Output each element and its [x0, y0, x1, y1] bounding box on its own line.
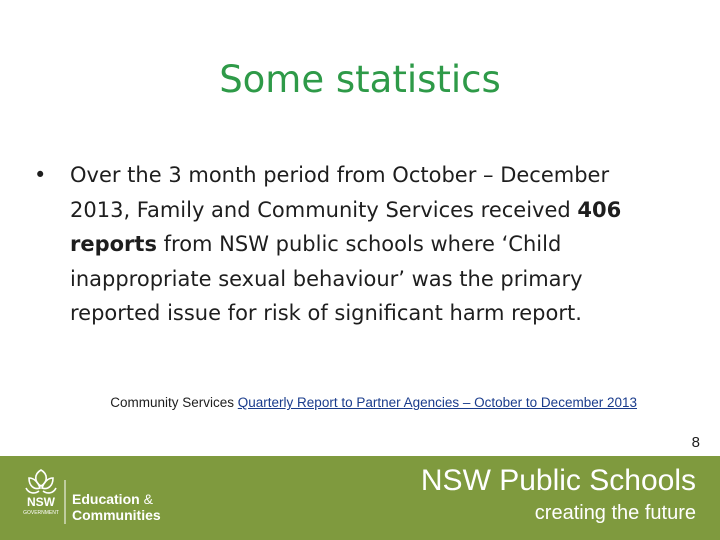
bullet-text-part: Over the 3 month period from October – December 2013, Family and Community Services received	[70, 163, 610, 222]
citation-link[interactable]: Quarterly Report to Partner Agencies – October to December 2013	[237, 395, 637, 410]
bullet-text	[70, 158, 654, 331]
bullet-highlight: 406 reports	[70, 197, 622, 256]
brand-name: NSW Public Schools	[420, 464, 696, 497]
page-number: 8	[691, 434, 700, 451]
department-line1: Education	[72, 491, 140, 507]
footer-band	[0, 456, 720, 540]
department-name	[72, 491, 161, 523]
content-body	[34, 158, 654, 331]
logo-subtext: GOVERNMENT	[23, 510, 59, 516]
brand-tagline: creating the future	[534, 502, 696, 524]
logo-text: NSW	[27, 495, 55, 509]
citation	[97, 393, 637, 413]
waratah-icon	[20, 466, 70, 530]
slide-title: Some statistics	[219, 58, 501, 101]
department-amp: &	[143, 491, 153, 507]
nsw-government-logo	[20, 466, 160, 530]
bullet-item	[34, 158, 654, 331]
citation-prefix: Community Services	[110, 395, 238, 410]
bullet-text-part: from NSW public schools where ‘Child inappropriate sexual behaviour’ was the primary reported issue for risk of significant harm report.	[70, 232, 583, 325]
department-line2: Communities	[72, 507, 161, 523]
bullet-icon: •	[34, 163, 47, 187]
